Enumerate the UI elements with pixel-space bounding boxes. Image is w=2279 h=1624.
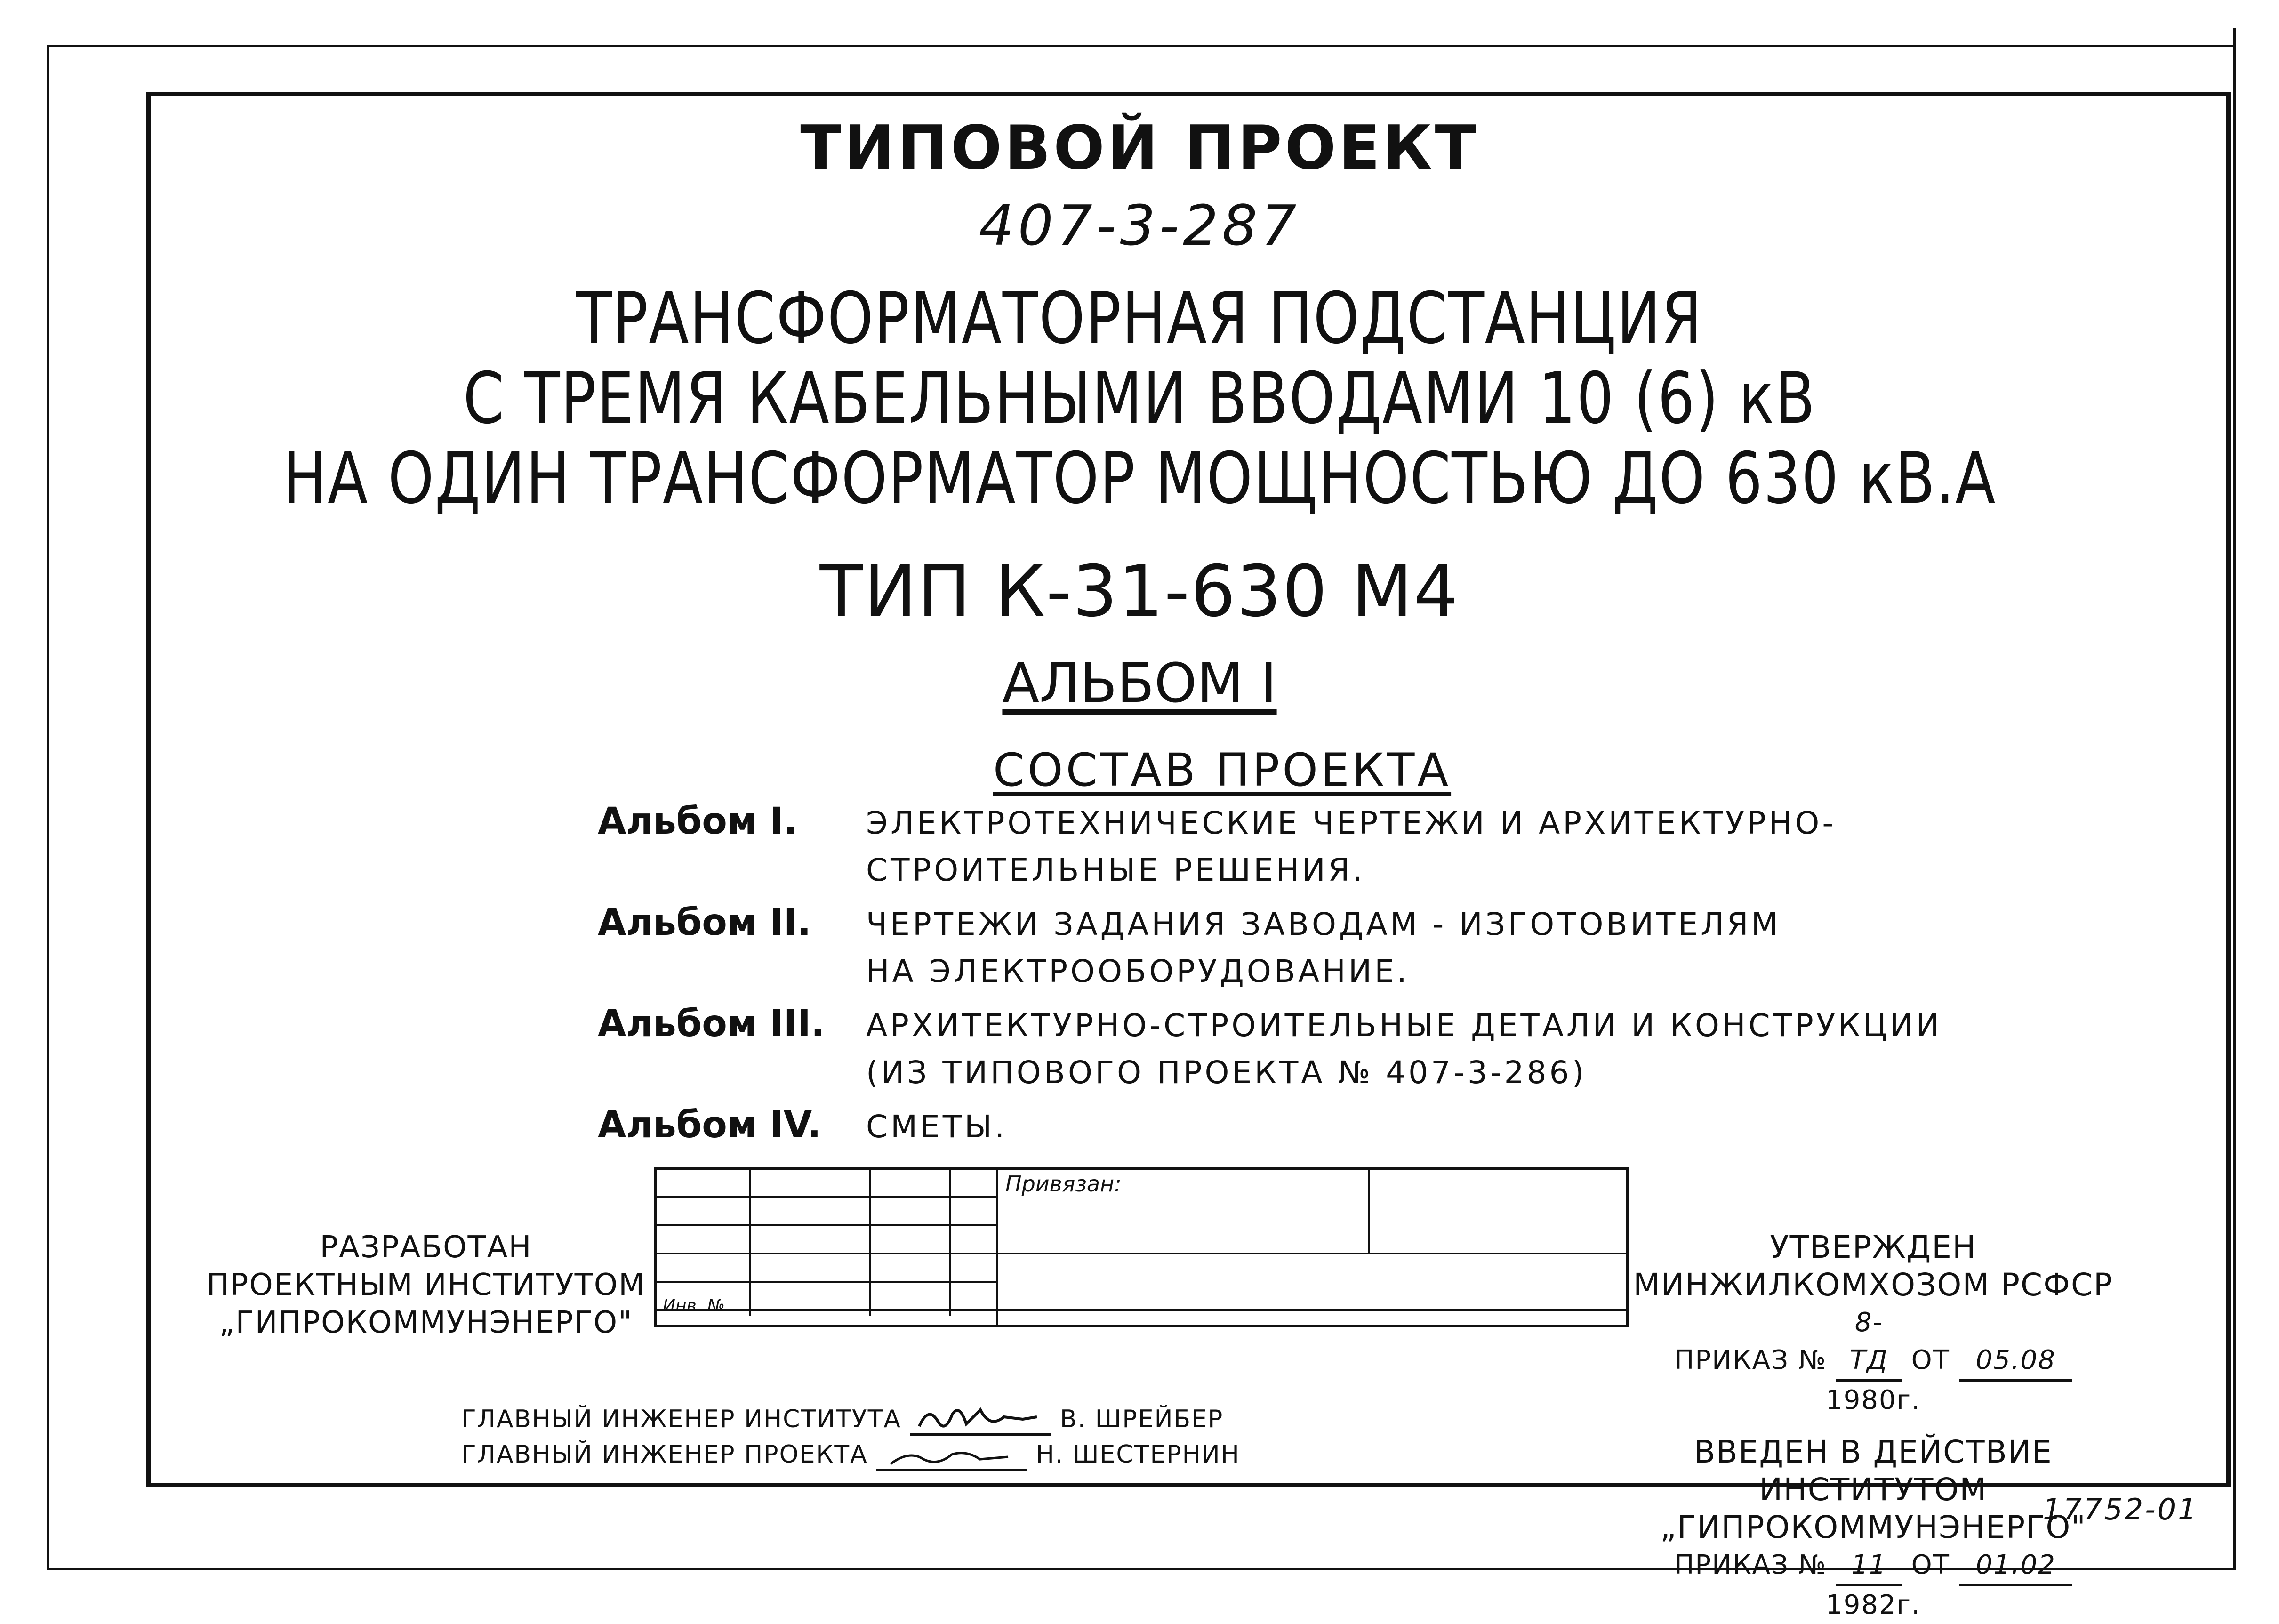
album-heading: АЛЬБОМ I [1002,652,1277,715]
album-3-desc-line-2: (ИЗ ТИПОВОГО ПРОЕКТА № 407-3-286) [866,1054,1587,1091]
album-3-label: Альбом III. [598,1003,825,1045]
approved-line-2: МИНЖИЛКОМХОЗОМ РСФСР [1633,1267,2113,1303]
document-number: 17752-01 [2043,1492,2199,1527]
type-designation: ТИП К-31-630 М4 [819,551,1460,633]
chief-project-signature [876,1440,1027,1471]
introduced-line-2: „ГИПРОКОММУНЭНЕРГО" [1660,1509,2086,1545]
approval-order-2 [1629,1546,2118,1624]
chief-engineer-project [461,1440,1240,1471]
inner-frame-right [2226,92,2231,1487]
order-2-date: 01.02 [1959,1546,2072,1586]
chief-project-label: ГЛАВНЫЙ ИНЖЕНЕР ПРОЕКТА [461,1440,868,1469]
subtitle-line-3: НА ОДИН ТРАНСФОРМАТОР МОЩНОСТЬЮ ДО 630 кВ.А [282,438,1997,520]
order-2-number: 11 [1836,1546,1902,1586]
album-4-label: Альбом IV. [598,1104,821,1146]
order-1-number: 8-ТД [1836,1304,1902,1382]
signature-mark [881,1445,1022,1469]
order-1-from: ОТ [1911,1345,1950,1375]
chief-institute-signature [910,1400,1051,1436]
stamp-hline [657,1196,996,1198]
stamp-table [654,1167,1629,1327]
signature-mark [915,1400,1046,1433]
stamp-hline [657,1253,1627,1254]
outer-frame-top [47,45,2236,47]
album-2-desc-line-1: ЧЕРТЕЖИ ЗАДАНИЯ ЗАВОДАМ - ИЗГОТОВИТЕЛЯМ [866,906,1781,942]
document-title: ТИПОВОЙ ПРОЕКТ [800,113,1479,183]
stamp-hline [657,1224,996,1226]
order-2-year: 1982г. [1826,1590,1921,1620]
chief-project-name: Н. ШЕСТЕРНИН [1035,1440,1240,1469]
stamp-vline [869,1170,871,1316]
outer-frame-left [47,45,49,1570]
order-1-prefix: ПРИКАЗ № [1674,1345,1827,1375]
inventory-number-label: Инв. № [663,1296,725,1316]
album-1-desc-line-2: СТРОИТЕЛЬНЫЕ РЕШЕНИЯ. [866,852,1365,888]
stamp-hline [657,1281,996,1283]
stamp-vline [996,1170,998,1327]
stamp-vline [949,1170,951,1316]
subtitle-line-2: С ТРЕМЯ КАБЕЛЬНЫМИ ВВОДАМИ 10 (6) кВ [463,358,1816,440]
approved-line-1: УТВЕРЖДЕН [1770,1229,1977,1265]
stamp-hline [657,1309,1627,1311]
chief-engineer-institute [461,1400,1223,1436]
stamp-vline [1368,1170,1370,1253]
project-number: 407-3-287 [979,193,1300,258]
stamp-vline [749,1170,751,1316]
developer-line-3: „ГИПРОКОММУНЭНЕРГО" [219,1305,633,1340]
bound-label: Привязан: [1005,1171,1122,1197]
outer-frame-right [2233,28,2236,1570]
inner-frame-top [146,92,2231,96]
developer-line-1: РАЗРАБОТАН [320,1230,532,1265]
album-3-desc-line-1: АРХИТЕКТУРНО-СТРОИТЕЛЬНЫЕ ДЕТАЛИ И КОНСТРУКЦИИ [866,1007,1942,1044]
developer-block [202,1229,650,1342]
album-4-desc-line-1: СМЕТЫ. [866,1109,1008,1145]
album-2-desc-line-2: НА ЭЛЕКТРООБОРУДОВАНИЕ. [866,953,1410,989]
order-2-from: ОТ [1911,1550,1950,1580]
order-2-prefix: ПРИКАЗ № [1674,1550,1827,1580]
chief-institute-name: В. ШРЕЙБЕР [1060,1405,1224,1433]
approval-order-1 [1629,1304,2118,1419]
subtitle-line-1: ТРАНСФОРМАТОРНАЯ ПОДСТАНЦИЯ [576,278,1703,360]
chief-institute-label: ГЛАВНЫЙ ИНЖЕНЕР ИНСТИТУТА [461,1405,901,1433]
approval-block [1629,1229,2118,1624]
composition-heading: СОСТАВ ПРОЕКТА [993,744,1452,796]
introduced-line-1: ВВЕДЕН В ДЕЙСТВИЕ ИНСТИТУТОМ [1694,1434,2053,1508]
album-1-label: Альбом I. [598,800,798,843]
album-2-label: Альбом II. [598,901,811,944]
album-1-desc-line-1: ЭЛЕКТРОТЕХНИЧЕСКИЕ ЧЕРТЕЖИ И АРХИТЕКТУРНО- [866,805,1837,841]
order-1-date: 05.08 [1959,1342,2072,1382]
developer-line-2: ПРОЕКТНЫМ ИНСТИТУТОМ [206,1268,646,1302]
order-1-year: 1980г. [1826,1385,1921,1415]
